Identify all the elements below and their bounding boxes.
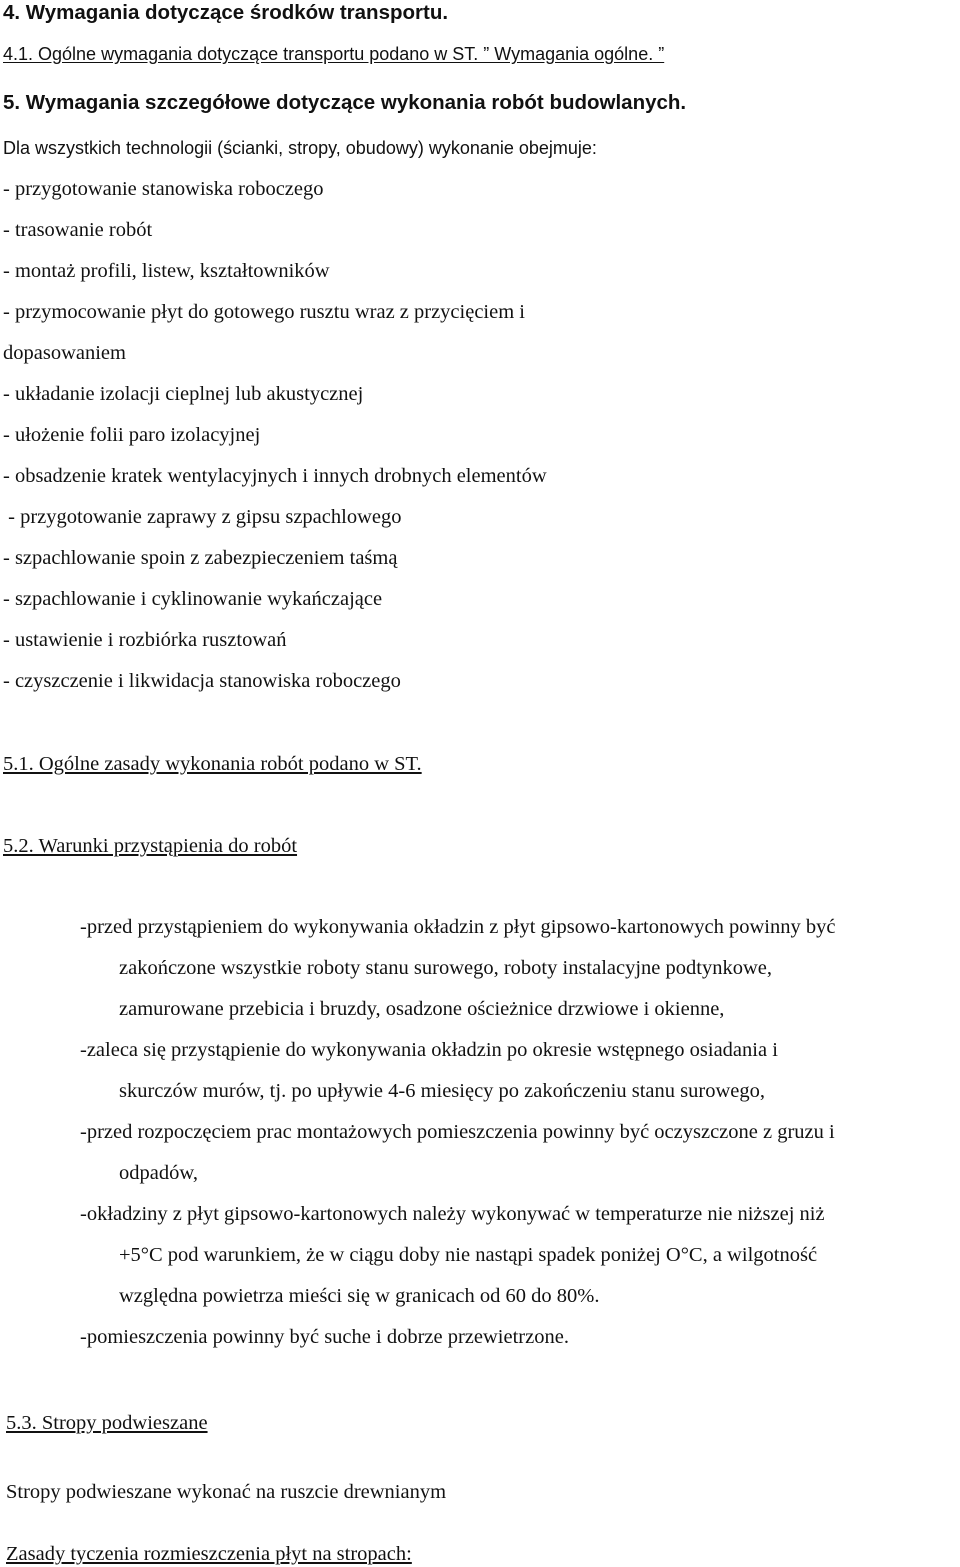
subsection-5-1: 5.1. Ogólne zasady wykonania robót podano w ST. — [3, 753, 422, 775]
list-item: -pomieszczenia powinny być suche i dobrze przewietrzone. — [80, 1326, 569, 1348]
list-item-continuation: względna powietrza mieści się w granicach od 60 do 80%. — [119, 1285, 600, 1307]
list-item-continuation: odpadów, — [119, 1162, 198, 1184]
section-4-heading: 4. Wymagania dotyczące środków transportu. — [3, 1, 449, 24]
list-item: -zaleca się przystąpienie do wykonywania okładzin po okresie wstępnego osiadania i — [80, 1039, 778, 1061]
list-item: - montaż profili, listew, kształtowników — [3, 260, 330, 282]
requirement-4-1: 4.1. Ogólne wymagania dotyczące transportu podano w ST. ” Wymagania ogólne. ” — [3, 44, 665, 64]
list-item: -przed rozpoczęciem prac montażowych pomieszczenia powinny być oczyszczone z gruzu i — [80, 1121, 835, 1143]
list-item: - ustawienie i rozbiórka rusztowań — [3, 629, 287, 651]
list-item: - układanie izolacji cieplnej lub akustycznej — [3, 383, 364, 405]
subsection-5-2-heading: 5.2. Warunki przystąpienia do robót — [3, 835, 298, 857]
list-item: - obsadzenie kratek wentylacyjnych i innych drobnych elementów — [3, 465, 547, 487]
list-item-continuation: zamurowane przebicia i bruzdy, osadzone ościeżnice drzwiowe i okienne, — [119, 998, 725, 1020]
list-item: dopasowaniem — [3, 342, 126, 364]
list-item: - czyszczenie i likwidacja stanowiska roboczego — [3, 670, 401, 692]
list-item-continuation: +5°C pod warunkiem, że w ciągu doby nie nastąpi spadek poniżej O°C, a wilgotność — [119, 1244, 818, 1266]
list-item: - trasowanie robót — [3, 219, 153, 241]
list-item-continuation: zakończone wszystkie roboty stanu surowego, roboty instalacyjne podtynkowe, — [119, 957, 772, 979]
list-item: -okładziny z płyt gipsowo-kartonowych należy wykonywać w temperaturze nie niższej niż — [80, 1203, 825, 1225]
list-item: - szpachlowanie spoin z zabezpieczeniem taśmą — [3, 547, 398, 569]
subsection-5-3-text: Stropy podwieszane wykonać na ruszcie drewnianym — [6, 1481, 447, 1503]
list-item: - przymocowanie płyt do gotowego rusztu wraz z przycięciem i — [3, 301, 525, 323]
list-item: - ułożenie folii paro izolacyjnej — [3, 424, 261, 446]
subsection-5-3-heading: 5.3. Stropy podwieszane — [6, 1412, 208, 1434]
list-item: -przed przystąpieniem do wykonywania okładzin z płyt gipsowo-kartonowych powinny być — [80, 916, 836, 938]
section-5-heading: 5. Wymagania szczegółowe dotyczące wykonania robót budowlanych. — [3, 91, 687, 114]
list-item-continuation: skurczów murów, tj. po upływie 4-6 miesięcy po zakończeniu stanu surowego, — [119, 1080, 765, 1102]
section-5-intro: Dla wszystkich technologii (ścianki, stropy, obudowy) wykonanie obejmuje: — [3, 138, 597, 158]
list-item: - przygotowanie zaprawy z gipsu szpachlowego — [3, 506, 402, 528]
list-item: - przygotowanie stanowiska roboczego — [3, 178, 324, 200]
list-item: - szpachlowanie i cyklinowanie wykańczające — [3, 588, 383, 610]
subsection-5-3-subheading: Zasady tyczenia rozmieszczenia płyt na stropach: — [6, 1543, 412, 1565]
